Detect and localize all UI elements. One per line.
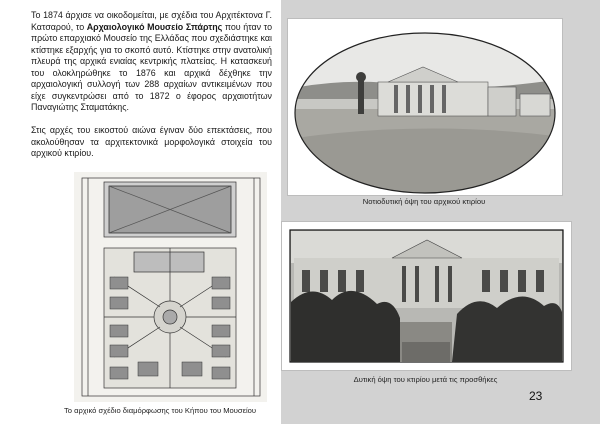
intro-text-rest: που ήταν το πρώτο επαρχιακό Μουσείο της Ελλάδας που σχεδιάστηκε και κτίστηκε εξαρχής για το σκοπό αυτό. Κτίστηκε στην ανατολική πλευρά της αρχικά ενιαίας κεντρικής πλατείας. Η κατασκευή του ολοκληρώθηκε το 1876 και αρχικά δέχθηκε την αρχαιολογική συλλογή των 288 αρχαίων αντικειμένων που είχε συγκεντρώσει από το 1872 ο έφορος αρχαιοτήτων Παναγιώτης Σταματάκης. (31, 21, 273, 113)
plan-caption: Το αρχικό σχέδιο διαμόρφωσης του Κήπου του Μουσείου (63, 406, 257, 415)
intro-paragraph (31, 10, 272, 114)
west-view-photo-card (281, 221, 572, 371)
museum-name-bold: Αρχαιολογικό Μουσείο Σπάρτης (86, 21, 223, 32)
extension-paragraph: Στις αρχές του εικοστού αιώνα έγιναν δύο επεκτάσεις, που ακολούθησαν τα αρχιτεκτονικά μορφολογικά στοιχεία του αρχικού κτιρίου. (31, 125, 272, 159)
page-number: 23 (529, 389, 543, 403)
intro-text-start: Το 1874 άρχισε να οικοδομείται, με σχέδια του Αρχιτέκτονα Γ. Κατσαρού, το (31, 10, 272, 32)
southwest-view-photo-card (287, 18, 563, 196)
west-view-photo (282, 222, 571, 370)
garden-plan-drawing (74, 172, 267, 402)
photo2-caption: Δυτική όψη του κτιρίου μετά τις προσθήκες (353, 375, 498, 384)
photo1-caption: Νοτιοδυτική όψη του αρχικού κτιρίου (362, 197, 486, 206)
southwest-view-photo (288, 19, 562, 195)
